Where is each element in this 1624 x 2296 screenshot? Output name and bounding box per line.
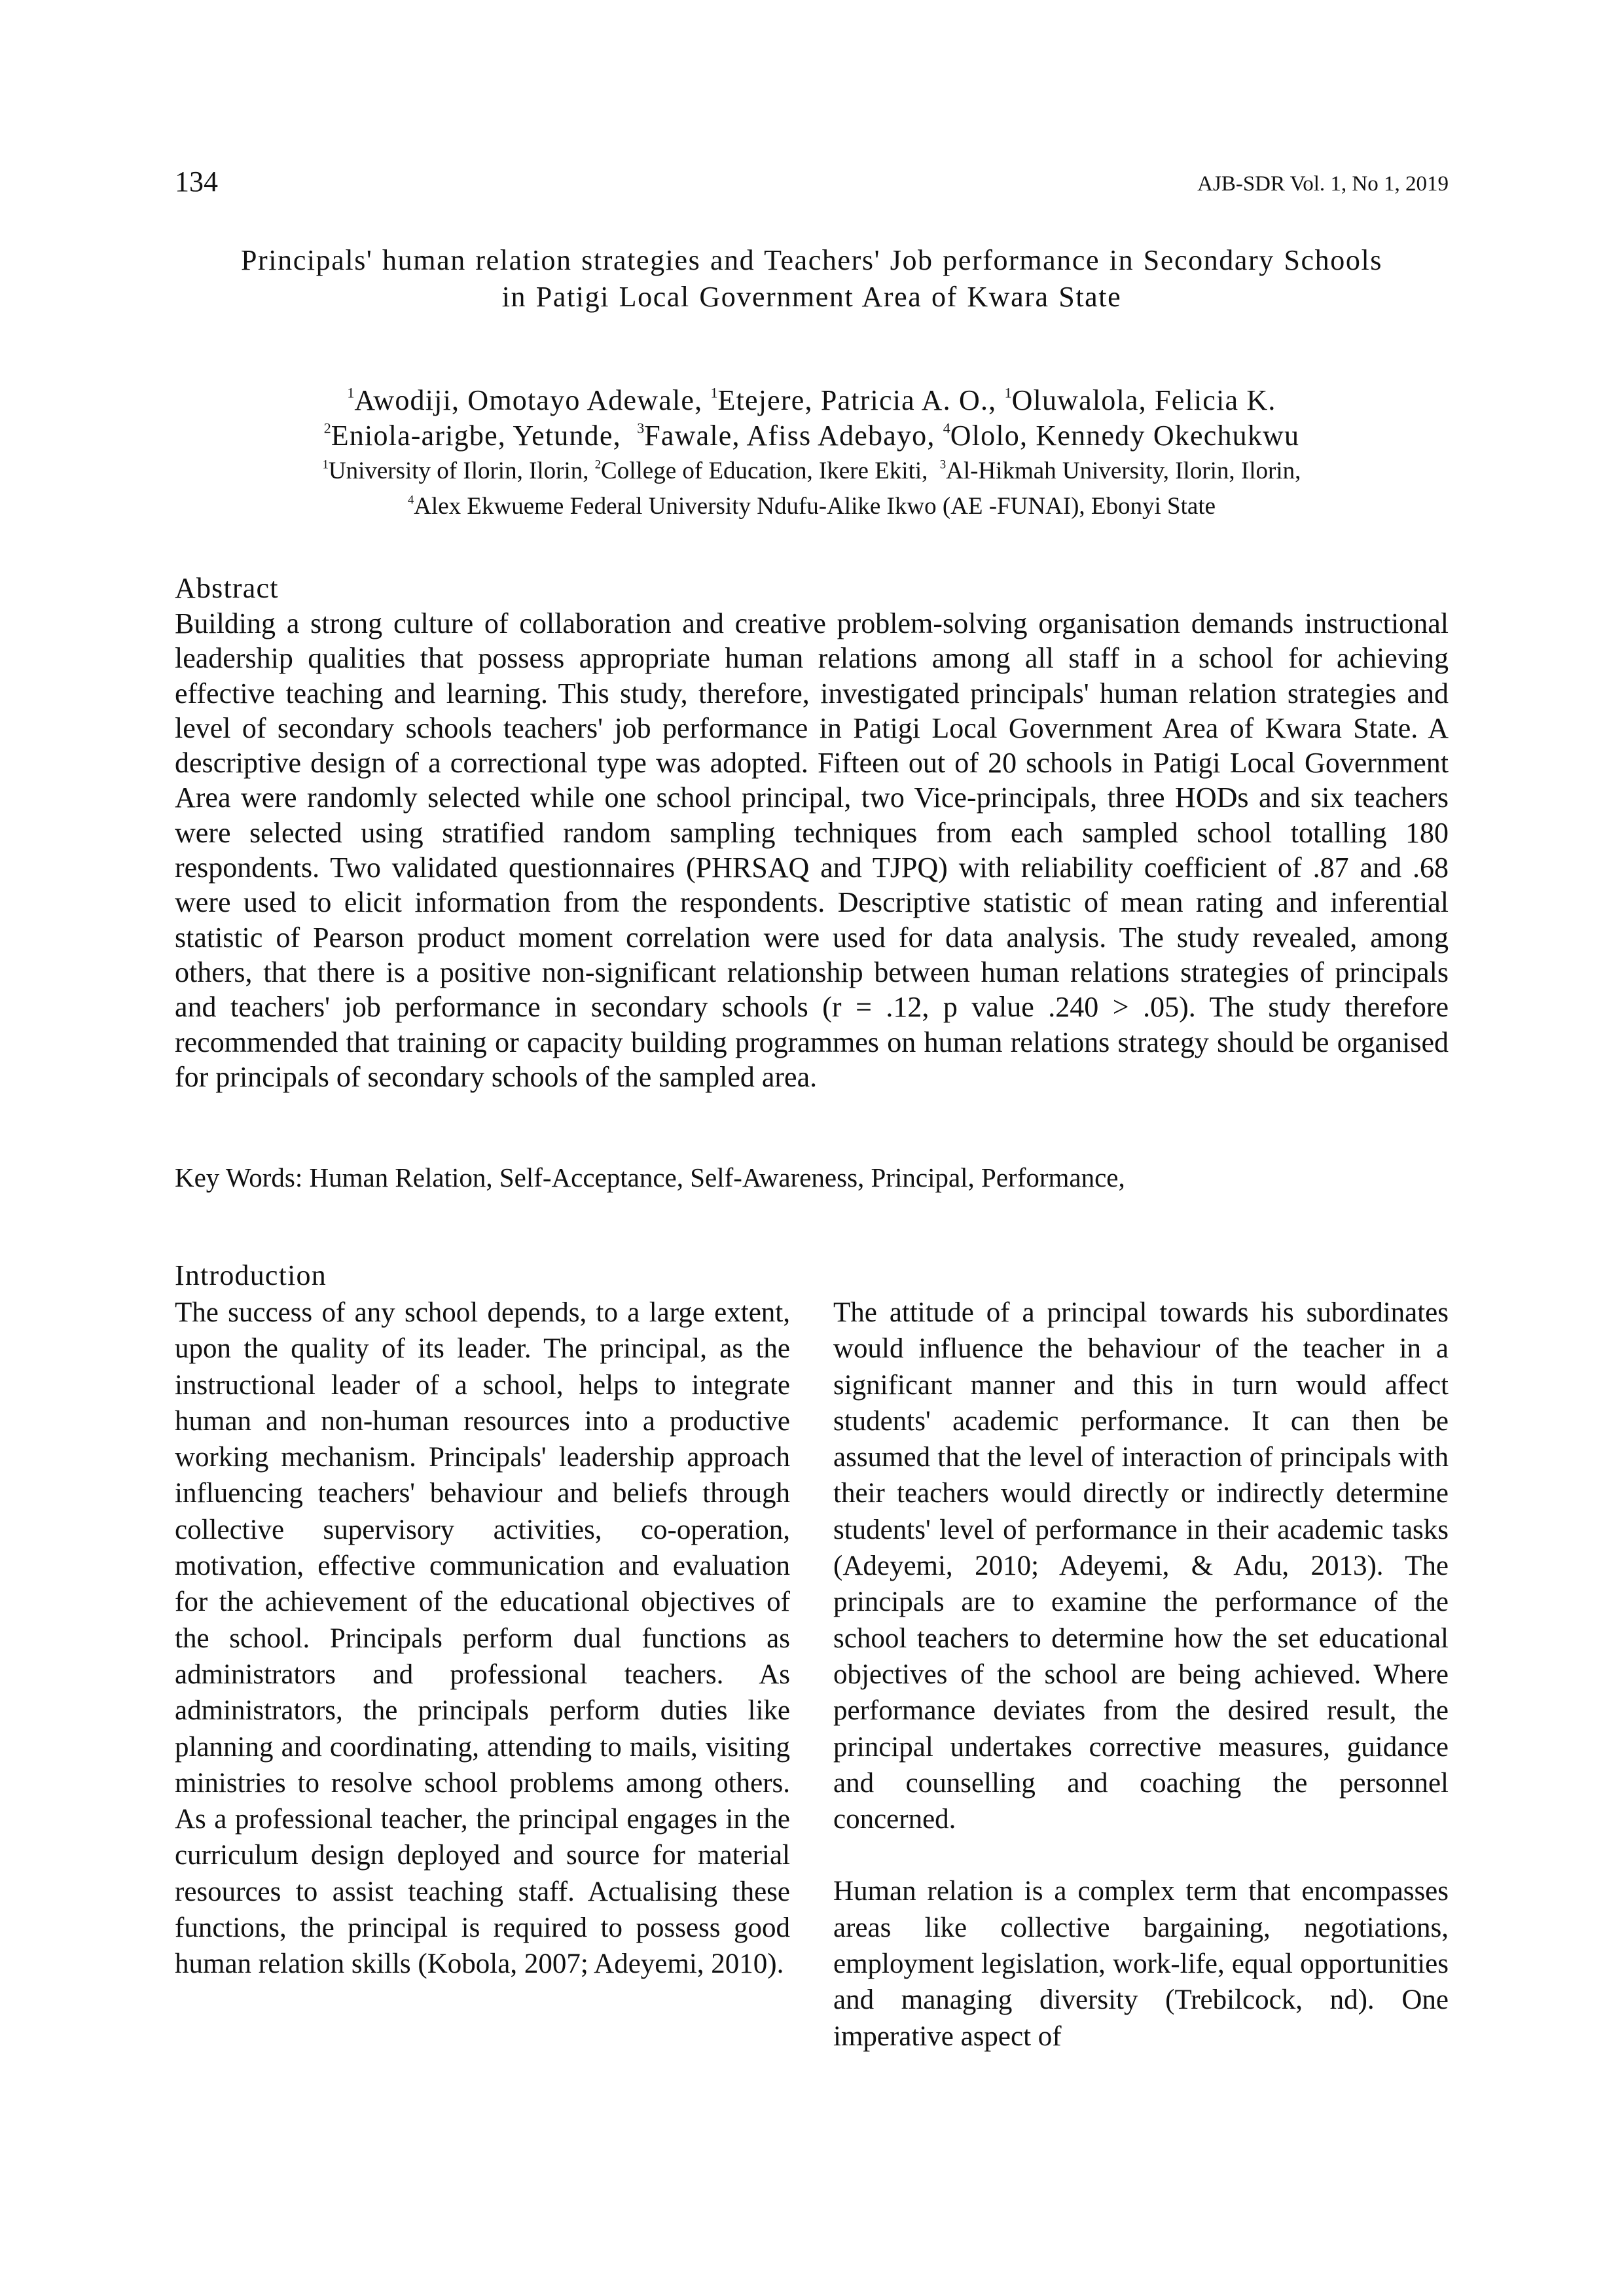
paper-title-line-2: in Patigi Local Government Area of Kwara State	[501, 281, 1122, 313]
author-name: Eniola-arigbe, Yetunde,	[331, 420, 638, 452]
affiliation-text: College of Education, Ikere Ekiti,	[601, 457, 940, 484]
paragraph: Human relation is a complex term that encompasses areas like collective bargaining, negotiations, employment legislation, work-life, equal opportunities and managing diversity (Trebilcock, nd). One imperative aspect of	[833, 1876, 1449, 2052]
author-name: Fawale, Afiss Adebayo,	[644, 420, 943, 452]
affiliation-line-1	[175, 454, 1449, 489]
affiliation-marker: 3	[637, 420, 645, 437]
author-entry	[347, 384, 710, 416]
affiliation-marker: 1	[347, 384, 355, 401]
abstract-body: Building a strong culture of collaboration and creative problem-solving organisation demands instructional leadership qualities that possess appropriate human relations among all staff in a school for achieving effective teaching and learning. This study, therefore, investigated principals' human relation strategies and level of secondary schools teachers' job performance in Patigi Local Government Area of Kwara State. A descriptive design of a correctional type was adopted. Fifteen out of 20 schools in Patigi Local Government Area were randomly selected while one school principal, two Vice-principals, three HODs and six teachers were selected using stratified random sampling techniques from each sampled school totalling 180 respondents. Two validated questionnaires (PHRSAQ and TJPQ) with reliability coefficient of .87 and .68 were used to elicit information from the respondents. Descriptive statistic of mean rating and inferential statistic of Pearson product moment correlation were used for data analysis. The study revealed, among others, that there is a positive non-significant relationship between human relations strategies of principals and teachers' job performance in secondary schools (r = .12, p value .240 > .05). The study therefore recommended that training or capacity building programmes on human relations strategy should be organised for principals of secondary schools of the sampled area.	[175, 607, 1449, 1093]
journal-reference: AJB-SDR Vol. 1, No 1, 2019	[1197, 172, 1449, 196]
author-entry	[1005, 384, 1276, 416]
page-number: 134	[175, 166, 218, 198]
affiliation-marker: 1	[322, 458, 329, 472]
introduction-heading: Introduction	[175, 1259, 327, 1291]
paper-title-line-1: Principals' human relation strategies and Teachers' Job performance in Secondary Schools	[240, 244, 1383, 276]
affiliation-entry	[323, 457, 595, 484]
affiliation-entry	[940, 457, 1301, 484]
affiliation-text: Al-Hikmah University, Ilorin, Ilorin,	[946, 457, 1301, 484]
author-name: Ololo, Kennedy Okechukwu	[950, 420, 1300, 452]
author-entry	[637, 420, 943, 452]
affiliation-text: University of Ilorin, Ilorin,	[328, 457, 595, 484]
affiliation-marker: 1	[1004, 384, 1012, 401]
author-name: Awodiji, Omotayo Adewale,	[354, 384, 711, 416]
affiliation-entry	[408, 493, 1216, 520]
introduction-right-column	[833, 1295, 1449, 2054]
author-entry	[943, 420, 1299, 452]
affiliation-marker: 1	[710, 384, 718, 401]
affiliation-entry	[595, 457, 940, 484]
paragraph: The attitude of a principal towards his subordinates would influence the behaviour of the teacher in a significant manner and this in turn would affect students' academic performance. It can then be assumed that the level of interaction of principals with their teachers would directly or indirectly determine students' level of performance in their academic tasks (Adeyemi, 2010; Adeyemi, & Adu, 2013). The principals are to examine the performance of the school teachers to determine how the set educational objectives of the school are being achieved. Where performance deviates from the desired result, the principal undertakes corrective measures, guidance and counselling and coaching the personnel concerned.	[833, 1297, 1449, 1835]
author-name: Etejere, Patricia A. O.,	[717, 384, 1005, 416]
affiliation-marker: 4	[943, 420, 950, 437]
author-entry	[711, 384, 1005, 416]
author-line-2	[175, 418, 1449, 454]
affiliation-text: Alex Ekwueme Federal University Ndufu-Alike Ikwo (AE -FUNAI), Ebonyi State	[414, 493, 1216, 520]
author-entry	[324, 420, 637, 452]
affiliation-marker: 2	[323, 420, 331, 437]
affiliation-line-2	[175, 489, 1449, 524]
keywords: Key Words: Human Relation, Self-Acceptance, Self-Awareness, Principal, Performance,	[175, 1162, 1125, 1193]
paragraph: The success of any school depends, to a large extent, upon the quality of its leader. The principal, as the instructional leader of a school, helps to integrate human and non-human resources into a productive working mechanism. Principals' leadership approach influencing teachers' behaviour and beliefs through collective supervisory activities, co-operation, motivation, effective communication and evaluation for the achievement of the educational objectives of the school. Principals perform dual functions as administrators and professional teachers. As administrators, the principals perform duties like planning and coordinating, attending to mails, visiting ministries to resolve school problems among others. As a professional teacher, the principal engages in the curriculum design deployed and source for material resources to assist teaching staff. Actualising these functions, the principal is required to possess good human relation skills (Kobola, 2007; Adeyemi, 2010).	[175, 1297, 790, 1980]
abstract-heading: Abstract	[175, 572, 279, 604]
affiliation-marker: 2	[594, 458, 602, 472]
author-block	[175, 383, 1449, 524]
affiliation-marker: 3	[939, 458, 947, 472]
author-name: Oluwalola, Felicia K.	[1011, 384, 1276, 416]
affiliation-marker: 4	[407, 493, 414, 507]
paper-title	[175, 242, 1449, 315]
abstract-section	[175, 571, 1449, 1094]
running-header	[175, 164, 1449, 203]
introduction-left-column	[175, 1295, 790, 1982]
author-line-1	[175, 383, 1449, 418]
